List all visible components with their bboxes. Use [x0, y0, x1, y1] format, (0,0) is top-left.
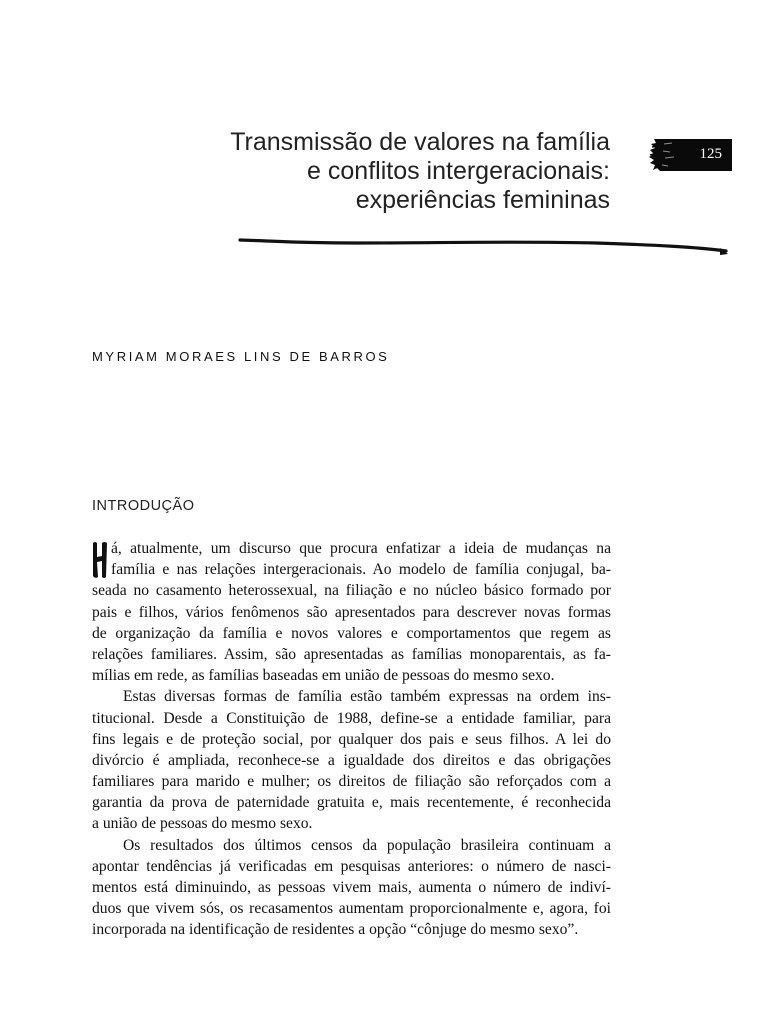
title-line: Transmissão de valores na família: [230, 128, 610, 156]
chapter-title: [190, 128, 610, 215]
text-line: pais e filhos, vários fenômenos são apresentados para descrever novas formas: [92, 603, 611, 621]
text-line: seada no casamento heterossexual, na filiação e no núcleo básico formado por: [92, 582, 611, 600]
text-line: titucional. Desde a Constituição de 1988, define-se a entidade familiar, para: [92, 709, 611, 727]
text-line: divórcio é ampliada, reconhece-se a igualdade dos direitos e das obrigações: [92, 751, 611, 769]
title-line: e conflitos intergeracionais:: [307, 157, 610, 185]
paragraph: [92, 686, 611, 834]
title-underline-rule: [236, 232, 730, 262]
paragraph: [92, 835, 611, 941]
text-line: Os resultados dos últimos censos da população brasileira continuam a: [123, 836, 611, 854]
text-line: á, atualmente, um discurso que procura enfatizar a ideia de mudanças na: [111, 540, 611, 557]
text-line: apontar tendências já verificadas em pesquisas anteriores: o número de nasci-: [92, 857, 611, 875]
text-line: incorporada na identificação de residentes a opção “cônjuge do mesmo sexo”.: [92, 921, 579, 939]
text-line: Estas diversas formas de família estão também expressas na ordem ins-: [123, 688, 611, 706]
text-line: mentos está diminuindo, as pessoas vivem mais, aumenta o número de indiví-: [92, 879, 611, 896]
title-line: experiências femininas: [355, 186, 610, 214]
drop-cap: [92, 541, 108, 579]
text-line: mílias em rede, as famílias baseadas em união de pessoas do mesmo sexo.: [92, 667, 555, 685]
page-number-tab: [648, 138, 732, 172]
author-name: MYRIAM MORAES LINS DE BARROS: [92, 349, 390, 364]
section-heading: INTRODUÇÃO: [92, 498, 195, 514]
body-text: [92, 538, 611, 941]
text-line: garantia da prova de paternidade gratuita e, mais recentemente, é reconhecida: [92, 794, 611, 812]
page-number: 125: [699, 146, 722, 162]
text-line: relações familiares. Assim, são apresentadas as famílias monoparentais, as fa-: [92, 645, 611, 663]
text-line: duos que vivem sós, os recasamentos aumentam proporcionalmente e, agora, foi: [92, 900, 611, 918]
text-line: a união de pessoas do mesmo sexo.: [92, 815, 313, 833]
text-line: família e nas relações intergeracionais. Ao modelo de família conjugal, ba-: [111, 561, 611, 579]
text-line: familiares para marido e mulher; os direitos de filiação são reforçados com a: [92, 773, 611, 791]
paragraph: [92, 538, 611, 686]
text-line: de organização da família e novos valores e comportamentos que regem as: [92, 624, 611, 642]
text-line: fins legais e de proteção social, por qualquer dos pais e seus filhos. A lei do: [92, 730, 611, 748]
